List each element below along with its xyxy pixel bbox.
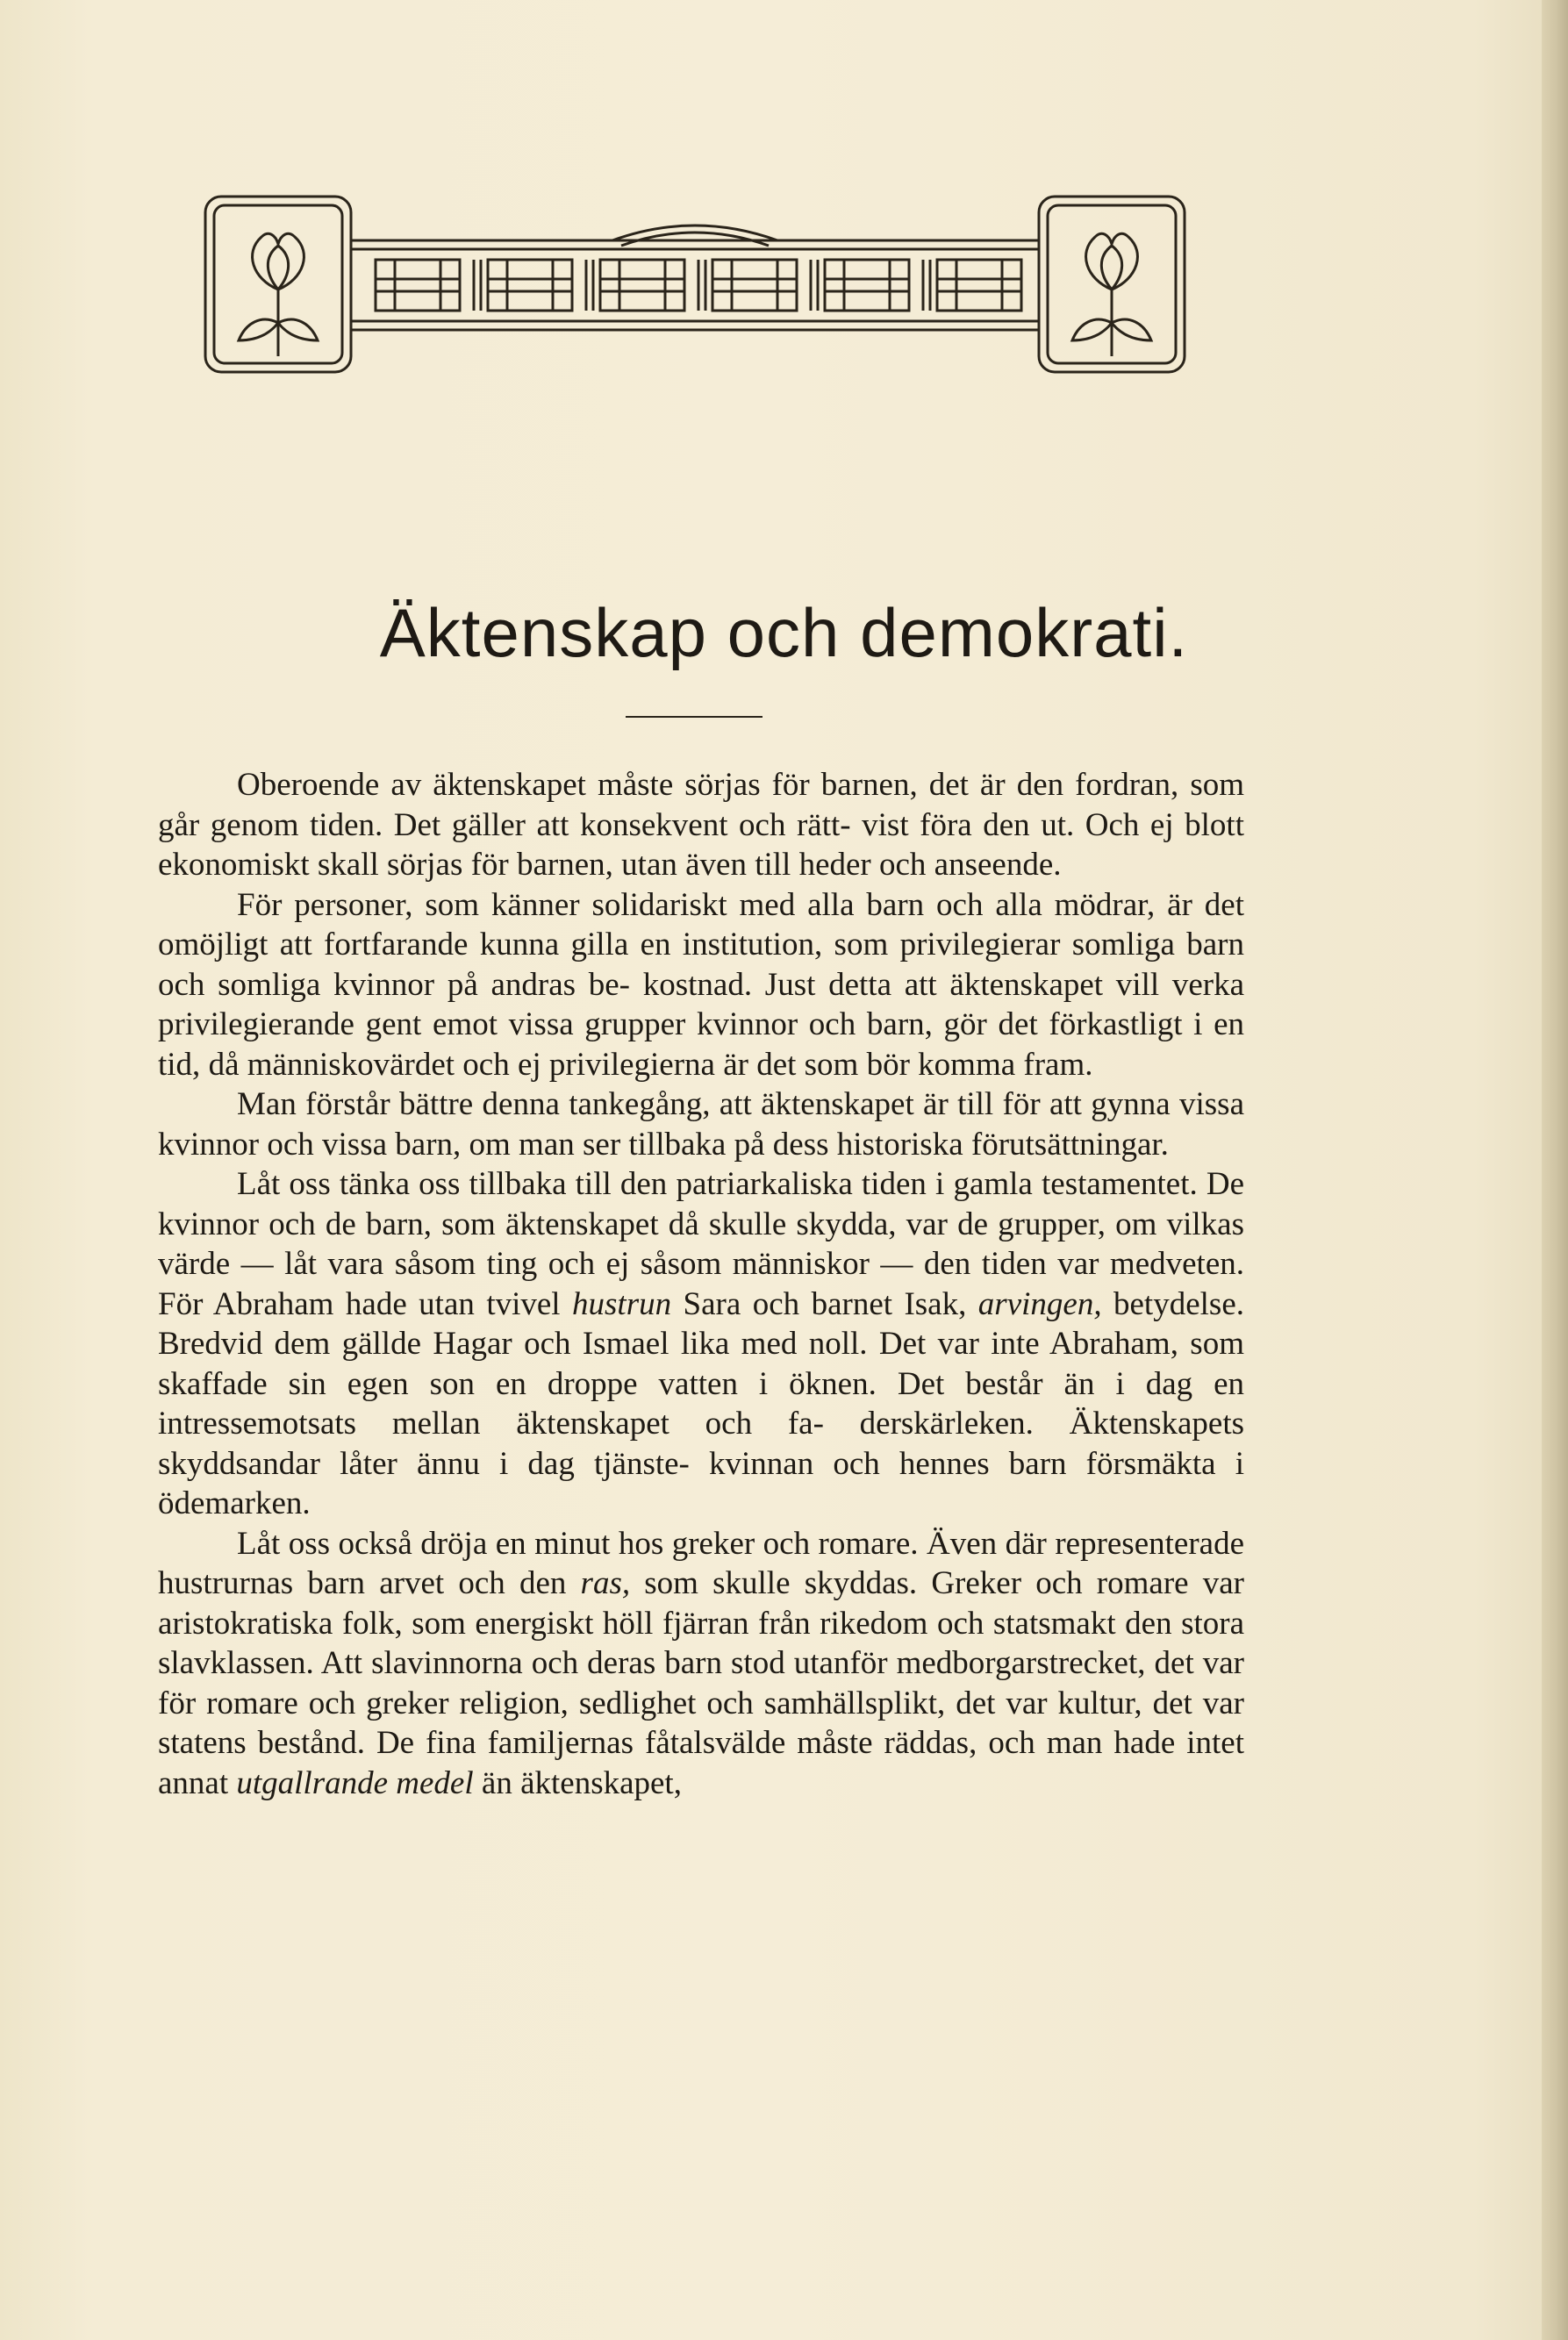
text-line: skyddas. Greker och romare var aristokratiska folk, som energiskt — [158, 1565, 1244, 1642]
text-line: som privilegierar somliga barn och somliga kvinnor på andras be- — [158, 927, 1245, 1003]
text-line: kultur, det var statens bestånd. De fina familjernas fåtalsvälde måste — [158, 1685, 1244, 1761]
text-line: emot vissa grupper kvinnor och barn, gör det förkastligt i en tid, — [158, 1006, 1245, 1083]
text-line: Man förstår bättre denna tankegång, att äktenskapet är till för — [237, 1086, 1041, 1122]
text-line: kostnad. Just detta att äktenskapet vill verka privilegierande gent — [158, 966, 1245, 1042]
italic-text: utgallrande medel — [236, 1764, 474, 1801]
title-divider — [626, 716, 763, 718]
text-line: Låt oss också dröja en minut hos greker och romare. Även — [237, 1525, 998, 1562]
text-line: utan även till heder och anseende. — [621, 847, 1062, 883]
text-line: då människovärdet och ej privilegierna är det som bör komma fram. — [208, 1046, 1093, 1083]
text-line: att gynna vissa kvinnor och vissa barn, om man ser tillbaka på — [158, 1086, 1245, 1163]
text-fragment: än äktenskapet, — [473, 1764, 682, 1801]
italic-text: hustrun — [572, 1285, 672, 1322]
text-fragment: som skulle — [630, 1565, 791, 1601]
text-line: Det består än i dag en intressemotsats mellan äktenskapet och fa- — [158, 1365, 1245, 1442]
text-line: Låt oss tänka oss tillbaka till den patriarkaliska tiden i gamla — [237, 1166, 1033, 1202]
paragraph — [158, 1084, 1244, 1164]
text-line: mödrar, är det omöjligt att fortfarande kunna gilla en institution, — [158, 886, 1244, 962]
text-line: vist föra den ut. Och ej blott ekonomiskt skall sörjas för barnen, — [158, 806, 1244, 883]
text-line: dess historiska förutsättningar. — [772, 1126, 1169, 1163]
page-edge — [1542, 0, 1568, 2340]
italic-text: arvingen, — [977, 1285, 1102, 1322]
text-line: där representerade hustrurnas barn arvet och den — [158, 1525, 1245, 1601]
text-line: Oberoende av äktenskapet måste sörjas för barnen, det är den — [237, 767, 1064, 803]
paragraph — [158, 1524, 1244, 1804]
text-line: skydda, var de grupper, om vilkas värde — låt vara såsom ting — [158, 1206, 1244, 1282]
paragraph — [158, 1164, 1244, 1524]
paragraph — [158, 765, 1244, 885]
text-line: kvinnan och hennes barn försmäkta i ödemarken. — [158, 1445, 1245, 1521]
text-line: hade utan tvivel — [345, 1285, 573, 1322]
article-body — [158, 765, 1244, 1803]
text-line: och ej såsom människor — den tiden var medveten. För Abraham — [158, 1246, 1244, 1322]
text-fragment: Sara och barnet Isak, — [671, 1285, 978, 1322]
text-line: testamentet. De kvinnor och de barn, som äktenskapet då skulle — [158, 1166, 1245, 1242]
text-line: slavinnorna och deras barn stod utanför medborgarstrecket, det var — [371, 1645, 1244, 1681]
text-line: räddas, och man hade intet annat — [158, 1725, 1244, 1801]
text-line: Abraham, som skaffade sin egen son en droppe vatten i öknen. — [158, 1326, 1244, 1402]
text-fragment: betydelse. — [1101, 1285, 1244, 1322]
text-line: derskärleken. Äktenskapets skyddsandar låter ännu i dag tjänste- — [158, 1406, 1245, 1482]
text-line: höll fjärran från rikedom och statsmakt den stora slavklassen. Att — [158, 1605, 1245, 1681]
italic-text: ras, — [580, 1565, 631, 1601]
page-title: Äktenskap och demokrati. — [379, 594, 1189, 671]
text-line: För personer, som känner solidariskt med alla barn och alla — [237, 886, 1042, 923]
paragraph — [158, 885, 1244, 1085]
header-ornament — [200, 191, 1190, 384]
text-line: för romare och greker religion, sedlighet och samhällsplikt, det var — [158, 1685, 1048, 1721]
text-line: fordran, som går genom tiden. Det gäller att konsekvent och rätt- — [158, 767, 1244, 843]
text-line: Bredvid dem gällde Hagar och Ismael lika med noll. Det var inte — [158, 1326, 1040, 1362]
